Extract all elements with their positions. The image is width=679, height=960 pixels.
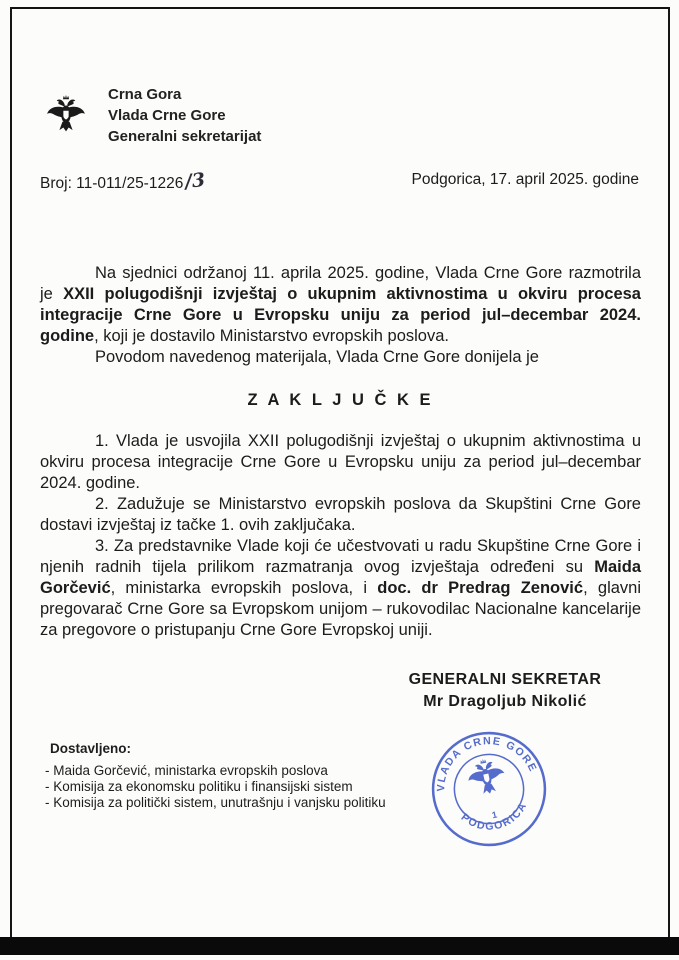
distribution-item: - Komisija za politički sistem, unutrašnju i vanjsku politiku	[45, 795, 386, 810]
letterhead-department: Generalni sekretarijat	[108, 128, 262, 145]
stamp-number: 1	[490, 809, 499, 821]
intro-text-start: Na sjednici održanoj 11. aprila 2025. godine, Vlada Crne Gore razmotrila je	[40, 264, 641, 303]
paragraph-intro	[40, 263, 641, 347]
reference-row	[40, 171, 639, 193]
scan-border-bottom	[0, 937, 679, 955]
signatory-name: Mr Dragoljub Nikolić	[423, 693, 587, 710]
name-predrag-zenovic: doc. dr Predrag Zenović	[377, 579, 584, 597]
scan-border-right	[668, 7, 670, 946]
reference-number-handwritten: /3	[184, 169, 207, 193]
montenegro-coat-of-arms-icon	[44, 85, 88, 147]
signatory-title: GENERALNI SEKRETAR	[408, 671, 602, 688]
reference-number-printed: Broj: 11-011/25-1226	[40, 175, 184, 192]
document-body	[40, 263, 641, 641]
distribution-item: - Komisija za ekonomsku politiku i finansijski sistem	[45, 779, 353, 794]
official-round-stamp	[417, 717, 562, 862]
letterhead-text	[108, 84, 261, 147]
item3-text-start: 3. Za predstavnike Vlade koji će učestvovati u radu Skupštine Crne Gore i njenih radnih tijela prilikom razmatranja ovog izvještaja određeni su	[40, 537, 641, 576]
scan-border-left	[10, 7, 12, 946]
intro-text-end: , koji je dostavilo Ministarstvo evropskih poslova.	[94, 327, 449, 345]
signature-block	[389, 669, 621, 713]
letterhead-government: Vlada Crne Gore	[108, 107, 226, 124]
conclusion-item-1: 1. Vlada je usvojila XXII polugodišnji izvještaj o ukupnim aktivnostima u okviru procesa integracije Crne Gore u Evropsku uniju za period jul–decembar 2024. godine.	[40, 432, 641, 492]
distribution-item: - Maida Gorčević, ministarka evropskih poslova	[45, 763, 328, 778]
item3-text-end: , glavni pregovarač Crne Gore sa Evropskom unijom – rukovodilac Nacionalne kancelarije za pregovore o pristupanju Crne Gore Evropskoj uniji.	[40, 579, 641, 639]
item3-text-middle: , ministarka evropskih poslova, i	[110, 579, 378, 597]
paragraph-lead-in: Povodom navedenog materijala, Vlada Crne Gore donijela je	[95, 348, 539, 366]
distribution-label: Dostavljeno:	[50, 741, 132, 756]
stamp-bottom-text: PODGORICA	[458, 799, 530, 833]
reference-number	[40, 171, 206, 193]
stamp-top-text: VLADA CRNE GORE	[435, 735, 540, 792]
name-maida-gorcevic: Maida Gorčević	[40, 558, 641, 597]
distribution-list	[45, 741, 679, 811]
conclusion-item-3	[40, 536, 641, 641]
report-title-bold: XXII polugodišnji izvještaj o ukupnim aktivnostima u okviru procesa integracije Crne Gore u Evropsku uniju za period jul–decembar 2024. godine	[40, 285, 641, 345]
place-and-date: Podgorica, 17. april 2025. godine	[411, 171, 639, 188]
scan-border-top	[10, 7, 670, 9]
letterhead	[44, 84, 679, 147]
stamp-emblem-icon	[465, 755, 508, 797]
letterhead-country: Crna Gora	[108, 86, 182, 103]
conclusions-heading: Z A K L J U Č K E	[247, 391, 434, 409]
conclusion-item-2: 2. Zadužuje se Ministarstvo evropskih poslova da Skupštini Crne Gore dostavi izvještaj iz tačke 1. ovih zaključaka.	[40, 495, 641, 534]
